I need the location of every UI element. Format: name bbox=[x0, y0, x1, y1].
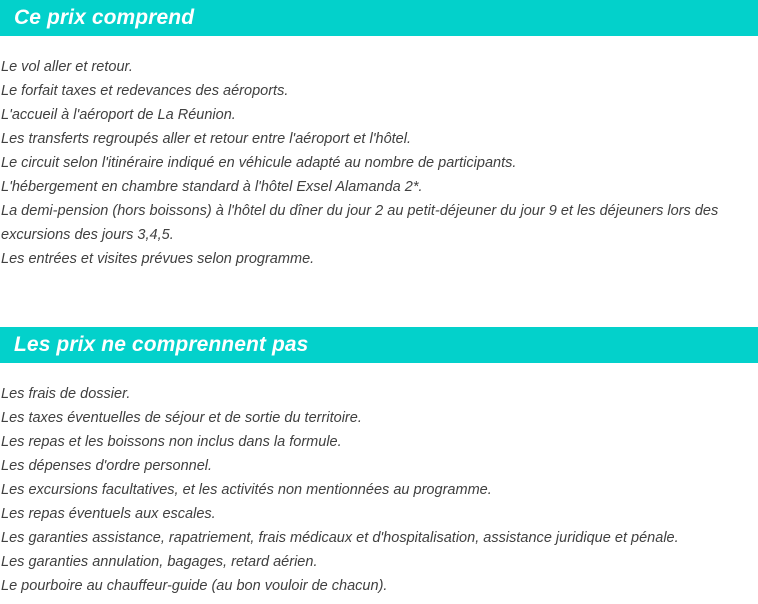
list-item: Le forfait taxes et redevances des aéroports. bbox=[1, 83, 289, 99]
list-item: Les transferts regroupés aller et retour entre l'aéroport et l'hôtel. bbox=[1, 131, 412, 147]
list-item: Les garanties assistance, rapatriement, frais médicaux et d'hospitalisation, assistance juridique et pénale. bbox=[1, 530, 679, 546]
list-item: Les frais de dossier. bbox=[1, 386, 131, 402]
list-item: Les repas éventuels aux escales. bbox=[1, 506, 216, 522]
list-item: Le pourboire au chauffeur-guide (au bon vouloir de chacun). bbox=[1, 578, 388, 594]
list-item: Les taxes éventuelles de séjour et de sortie du territoire. bbox=[1, 410, 362, 426]
list-item: Les garanties annulation, bagages, retard aérien. bbox=[1, 554, 318, 570]
list-item: L'accueil à l'aéroport de La Réunion. bbox=[1, 107, 236, 123]
section-body-excluded bbox=[0, 363, 758, 598]
section-les-prix-ne-comprennent-pas bbox=[0, 327, 758, 598]
list-item: Le vol aller et retour. bbox=[1, 59, 133, 75]
list-item: Les dépenses d'ordre personnel. bbox=[1, 458, 213, 474]
list-item: Les entrées et visites prévues selon programme. bbox=[1, 251, 315, 267]
list-item: L'hébergement en chambre standard à l'hôtel Exsel Alamanda 2*. bbox=[1, 179, 423, 195]
list-item: Les excursions facultatives, et les activités non mentionnées au programme. bbox=[1, 482, 492, 498]
section-header-excluded bbox=[0, 327, 758, 363]
list-item: Le circuit selon l'itinéraire indiqué en véhicule adapté au nombre de participants. bbox=[1, 155, 517, 171]
list-item: Les repas et les boissons non inclus dans la formule. bbox=[1, 434, 342, 450]
section-header-included bbox=[0, 0, 758, 36]
section-ce-prix-comprend bbox=[0, 0, 758, 271]
section-title-excluded: Les prix ne comprennent pas bbox=[14, 333, 309, 356]
list-item: La demi-pension (hors boissons) à l'hôtel du dîner du jour 2 au petit-déjeuner du jour 9 et les déjeuners lors des excursions des jours 3,4,5. bbox=[1, 203, 719, 243]
section-title-included: Ce prix comprend bbox=[14, 6, 195, 29]
section-body-included bbox=[0, 36, 758, 271]
